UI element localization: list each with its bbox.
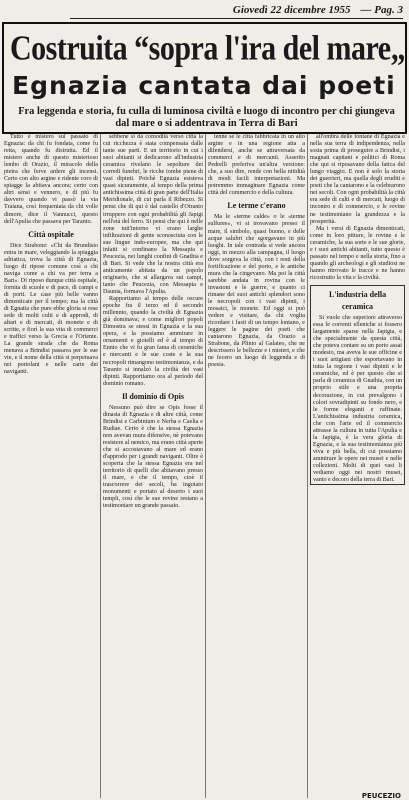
column-2-text-2: Rapportiamo al tempo delle oscure epoche fra il terzo ed il secondo millennio, quando la civiltà di Egnazia già dominava; e come migliori popoli Dimostra se stessi in Egnazia e la sua opera, e la possiamo ammirare in ornamenti e gioielli ed è al tempo di Ennio che vi fu gran fama di ceramiche e mercanti e le sue coste e la sua necropoli rimangono testimonianza, e da Taranto si innalzò la civiltà dei vasi dipinti. Rapportiamo ora al periodo del dominio romano. — [103, 296, 203, 387]
column-1-intro: Tutto è mistero sul passato di Egnazia: da chi fu fondata, come fu retta, quando fu distrutta. Ed il mistero anche di questo misterioso lembo di Orazio, il miracolo della pietra che ferve ardere gli incensi. Certo con alto argine e ridente coro di spiagge la abitava ancora; certo con altri sensi e vennero, e di più fu davvero quando vi passò la via Traiana, così frequentata da chi volle dimore, dice il Vannucci, questo dell'Apulia che passava per Taranto. — [4, 134, 98, 225]
headline-title: Costruita “sopra l'ira del mare„ — [10, 28, 406, 68]
article-body — [4, 134, 405, 798]
column-2 — [103, 134, 203, 798]
column-divider — [100, 134, 101, 798]
column-3-text-1: tenne se le città fabbricata in un alto argine e in una regione atta a difendersi, anche se attraversata da commerci e di mercanti. Asserito Pedrelli preferiva un'altra versione: che, a suo dire, rende con bella nitidità di modi facili interpretazioni. Ma potremmo immaginare Egnazia come città del commercio e della cultura. — [208, 134, 305, 197]
column-divider — [205, 134, 206, 798]
column-4 — [310, 134, 405, 798]
column-1 — [4, 134, 98, 798]
column-4-section-text: Si vuole che superiore attraverso essa le correnti elleniche si fossero largamente sparse nella Japigia, e che specialmente da questa città, che poteva contare su un porto assai modesto, ma aveva le sue officine e i suoi artigiani che esportavano in tutta la regione i vasi dipinti e le ceramiche, ed è per questo che si parla di ceramica di Gnathia, con un proprio stile e una propria decorazione, in cui prevalgono i colori sovradipinti su fondo nero, e le forme eleganti e raffinate. L'antichissima industria ceramica, che con l'arte ed il commercio attrasse la cultura in tutta l'Apulia e la Japigia, è la vera gloria di Egnazia, e la sua testimonianza più viva e più bella, di cui possiamo ammirare le opere nei musei e nelle collezioni. Molti di quei vasi li vediamo oggi nei nostri musei, vanto e decoro della terra di Bari. — [313, 314, 402, 484]
masthead-page: — Pag. 3 — [360, 4, 403, 16]
column-4-text-2: Ma i versi di Egnazia dimenticati, come in loro pitture, le rovine e le ceramiche, la sua sorte e le sue glorie, e i suoi antichi abitanti, tutto questo è passato nel tempo e nella storia, fino a quando gli archeologi e gli studiosi ne hanno ritrovato le tracce e ne hanno ricostruito la vita e la civiltà. — [310, 225, 405, 281]
column-1-section-text: Dice Strabone: «Chi da Brundisio entra in mare, veleggiando la spiaggia adriatica, trova la città di Egnazia, luogo di ripose comune così a chi naviga come a chi va per terra a Bari». Di riposo dunque città ospitale, fornita di scuole e di pace, di campi e di porti. Le case più belle vanno dimenticate per il tempo; ma la città di Egnatia che pure ebbe gloria si rese sede di molti culti e di approdi, di altari e di mercati, di monete e di scritte, e fiorì la sua vita di commerci e traffici verso la Grecia e l'Oriente. La grande strada che da Roma menava a Brindisi passava per le sue vie, e il nome della città si perpetuava nei portolani e nelle carte dei naviganti. — [4, 242, 98, 376]
masthead-date: Giovedì 22 dicembre 1955 — [232, 4, 351, 16]
column-2-text-1: sebbene si dà comodità verso città la cui ricchezza è stata compensata dalle tante sue parti. E un territorio in cui i suoi abitanti si dedicarono all'industria ceramica rivelano le sepolture dei corredi funebri, le ricche tombe piene di vasi dipinti. Poichè Egnazia esisteva quasi sicuramente, al tempo della prima antichissima città di gran parte dell'Italia Meridionale, di cui parla il Ribezzo. Si pensi che di qui è dal castello d'Otranto irruppero con ogni probabilità gli Japigi nell'età del ferro. Si pensi che qui è nelle zone tutt'intorno vi erano larghe infiltrazioni di gente sconosciuta con le sue lingue indo-europee, ma che qui infatti si confinano la Messapia e Peucezia, nei lunghi confini di Gnathia e di Bari. Si vede che la nostra città era anticamente abitata da un popolo originario, che si allargava sui campi, tanto che Peucezia, con Messapia e Daunia, formava l'Apulia. — [103, 134, 203, 296]
headline-deck: Fra leggenda e storia, fu culla di luminosa civiltà e luogo di incontro per chi giungeva dal mare o si addentrava in Terra di Bari — [18, 106, 395, 129]
section-heading-industria-ceramica: L'industria della ceramica — [328, 289, 387, 311]
column-2-section-text: Nessuno può dire se Opis fosse il dinasta di Egnazia e di altre città, come Brindisi e Carbinium e Nerba e Caelia e Rudiae. Certo è che la stessa Egnazia non avevan mura difensive, nè potevano resistere al nemico, ma erano città aperte che si accostavano al mare ed erano d'approdo per i grandi naviganti. Oltre è scoperta che la stessa Egnazia era nel territorio di quelli che abitavano presso il mare, e che il tempo, cioè il trascorrere dei secoli, ha ingoiato monumenti e portato al deserto i suoi templi, così che le sue rovine restano a testimoniare un grande passato. — [103, 404, 203, 510]
author-signature: PEUCEZIO — [361, 792, 401, 800]
section-heading-citta-ospitale: Città ospitale — [28, 229, 74, 239]
section-heading-dominio-di-opis: Il dominio di Opis — [121, 391, 185, 401]
masthead — [70, 4, 403, 19]
column-3-section-text: Ma le «terme calde» o le «terme sulfuree», vi si trovavano presso il mare, il simbolo, quasi buono, e delle acque salubri che sgorgavano in più luoghi. In tale contrada si vede ancora oggi, in mezzo alla campagna, il luogo dove sorgeva la città, con i resti della fortificazione e del porto, e le antiche mura che la cingevano. Ma poi la città sarebbe andata in rovina con le invasioni e le guerre, e quanto ci rimane dei suoi antichi splendori sono le necropoli con i vasi dipinti, i mosaici, le monete. Ed oggi si può vedere e visitare, da chi voglia ricordare i fasti di un tempo lontano, e leggere le pagine dei poeti che cantarono Egnazia, da Orazio a Strabone, da Plinio al Galateo, che ne descrissero le bellezze e i misteri, e che ne fecero un luogo di leggenda e di poesia. — [208, 214, 305, 369]
ceramica-box — [310, 285, 405, 485]
column-divider — [307, 134, 308, 798]
section-heading-le-terme: Le terme c'erano — [227, 201, 286, 211]
column-4-text-1: all'ombra delle fontane di Egnazia e nella sua terra di indipendenza, nella sosta prima di proseguire a Brindisi, i magnati capitani e politici di Roma che qui si riposavano della fatica del lungo viaggio. E non è solo la storia dei guerrieri, ma quella degli eruditi e poeti che la cantarono e la celebrarono nei secoli. Con ogni probabilità la città era sede di culti e di mercati, luogo di incontro e di commercio, e le rovine ne testimoniano la grandezza e la prosperità. — [310, 134, 405, 225]
headline-subtitle: Egnazia cantata dai poeti — [12, 71, 396, 100]
headline-box — [2, 22, 407, 134]
column-3 — [208, 134, 305, 798]
